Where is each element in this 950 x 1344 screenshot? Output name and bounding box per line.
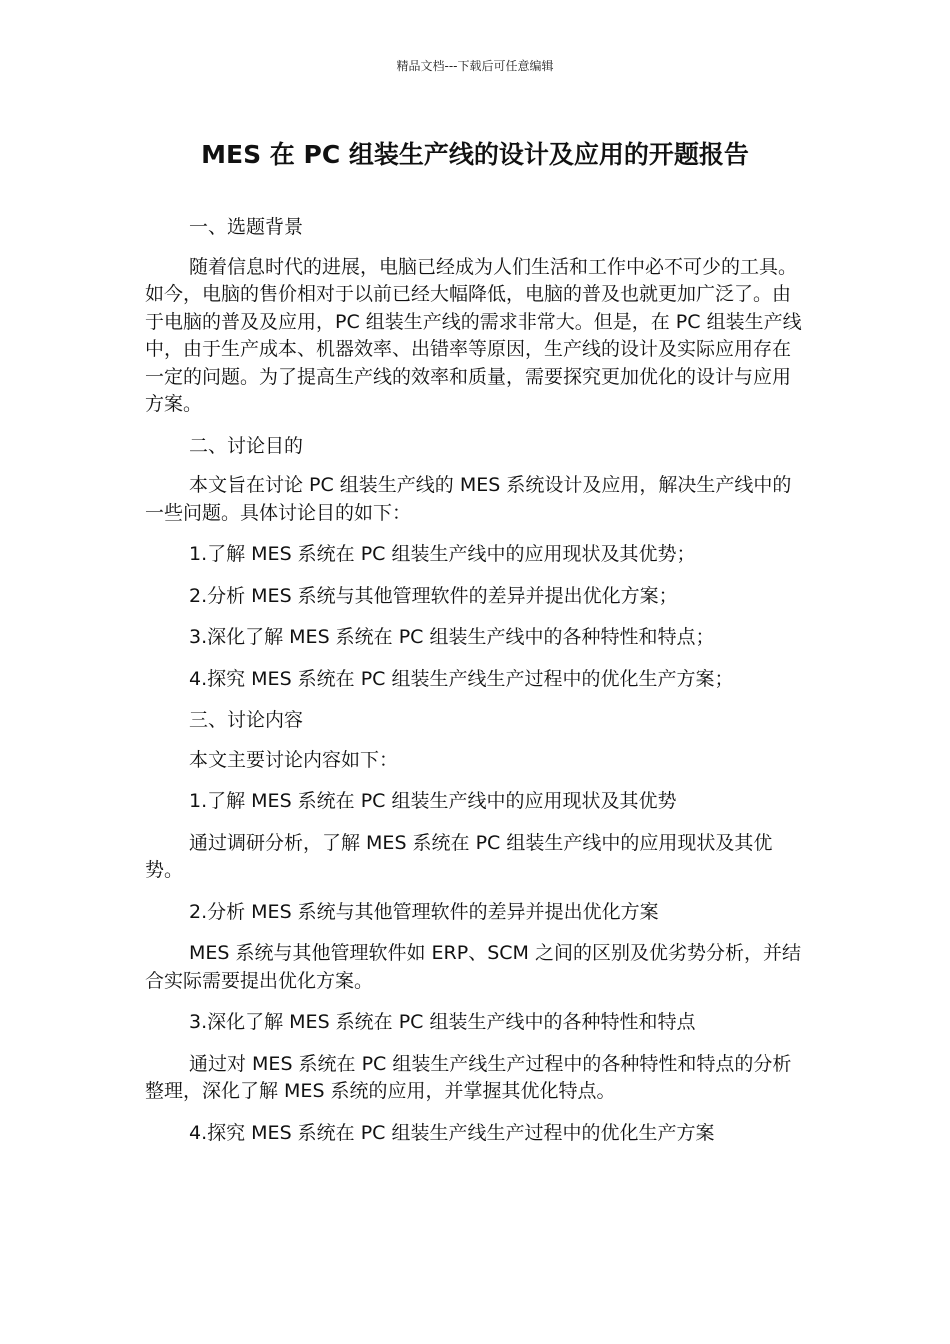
- content-item-3-text: 通过对 MES 系统在 PC 组装生产线生产过程中的各种特性和特点的分析整理，深化了解 MES 系统的应用，并掌握其优化特点。: [145, 1052, 792, 1102]
- document-title: MES 在 PC 组装生产线的设计及应用的开题报告: [201, 140, 749, 169]
- content-item-3-heading: 3.深化了解 MES 系统在 PC 组装生产线中的各种特性和特点: [189, 1011, 696, 1033]
- document-body: [145, 214, 807, 1161]
- content-item-2-text: MES 系统与其他管理软件如 ERP、SCM 之间的区别及优劣势分析，并结合实际需要提出优化方案。: [145, 942, 801, 992]
- section-heading-content: 三、讨论内容: [189, 709, 304, 731]
- paragraph-purpose-intro: 本文旨在讨论 PC 组装生产线的 MES 系统设计及应用，解决生产线中的一些问题。具体讨论目的如下：: [145, 474, 792, 524]
- purpose-item-3: 3.深化了解 MES 系统在 PC 组装生产线中的各种特性和特点；: [189, 626, 715, 648]
- purpose-item-1: 1.了解 MES 系统在 PC 组装生产线中的应用现状及其优势；: [189, 543, 696, 565]
- purpose-item-2: 2.分析 MES 系统与其他管理软件的差异并提出优化方案；: [189, 584, 678, 607]
- paragraph-content-intro: 本文主要讨论内容如下：: [189, 748, 399, 771]
- content-item-2-heading: 2.分析 MES 系统与其他管理软件的差异并提出优化方案: [189, 900, 659, 923]
- content-item-4-heading: 4.探究 MES 系统在 PC 组装生产线生产过程中的优化生产方案: [189, 1121, 715, 1144]
- content-item-1-heading: 1.了解 MES 系统在 PC 组装生产线中的应用现状及其优势: [189, 790, 677, 812]
- purpose-item-4: 4.探究 MES 系统在 PC 组装生产线生产过程中的优化生产方案；: [189, 667, 734, 690]
- section-heading-purpose: 二、讨论目的: [189, 434, 304, 457]
- section-heading-background: 一、选题背景: [189, 216, 304, 238]
- page-header: 精品文档---下载后可任意编辑: [396, 59, 554, 73]
- paragraph-background: 随着信息时代的进展，电脑已经成为人们生活和工作中必不可少的工具。如今，电脑的售价相对于以前已经大幅降低，电脑的普及也就更加广泛了。由于电脑的普及及应用，PC 组装生产线的需求非常大。但是，在 PC 组装生产线中，由于生产成本、机器效率、出错率等原因，生产线的设计及实际应用存在一定的问题。为了提高生产线的效率和质量，需要探究更加优化的设计与应用方案。: [145, 255, 802, 415]
- content-item-1-text: 通过调研分析，了解 MES 系统在 PC 组装生产线中的应用现状及其优势。: [145, 831, 773, 881]
